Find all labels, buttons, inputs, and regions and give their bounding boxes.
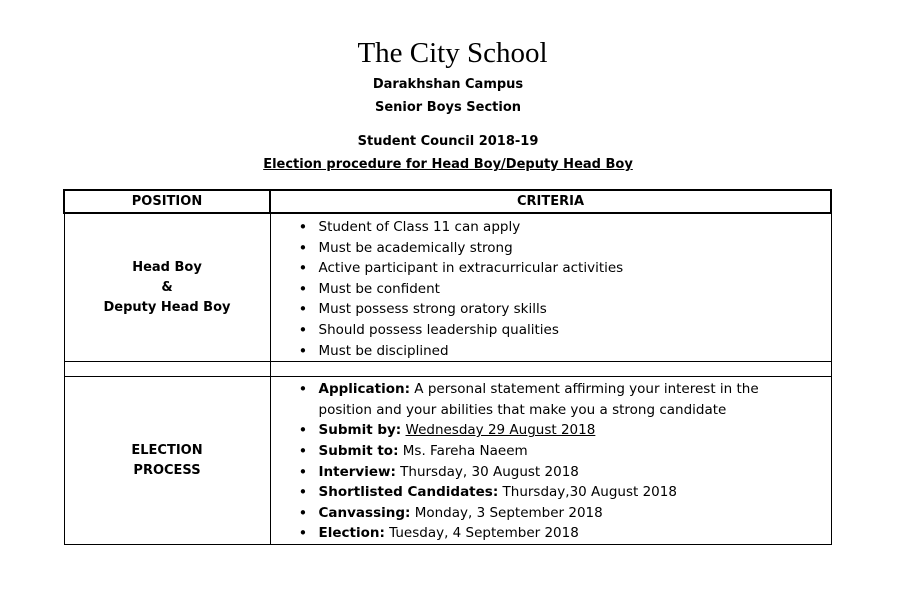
list-item: • Should possess leadership qualities — [319, 320, 831, 341]
list-item — [319, 462, 811, 483]
item-label: Submit by: — [318, 422, 402, 439]
list-item: • Student of Class 11 can apply — [319, 217, 831, 238]
item-label: Interview: — [318, 463, 396, 480]
list-item: • Must be confident — [319, 279, 831, 300]
election-table — [63, 189, 832, 545]
list-item — [319, 441, 811, 462]
list-item — [319, 523, 811, 544]
position-label: ELECTION — [131, 442, 203, 458]
list-item — [319, 503, 811, 524]
position-cell — [64, 377, 270, 545]
empty-cell — [64, 362, 270, 377]
item-value: Ms. Fareha Naeem — [398, 442, 528, 459]
council-title: Student Council 2018-19 — [357, 134, 539, 149]
campus-name: Darakhshan Campus — [372, 77, 524, 92]
process-list — [271, 379, 811, 544]
item-value: A personal statement affirming your interest in the position and your abilities that make you a strong candidate — [318, 381, 759, 418]
list-item: • Must be disciplined — [319, 341, 831, 362]
column-header-position: POSITION — [64, 190, 270, 213]
item-label: Election: — [318, 525, 385, 542]
item-label: Canvassing: — [318, 504, 411, 521]
position-cell — [64, 213, 270, 362]
table-row — [64, 213, 831, 362]
list-item: • Active participant in extracurricular activities — [319, 258, 831, 279]
table-row — [64, 377, 831, 545]
school-title: The City School — [357, 37, 548, 69]
empty-cell — [270, 362, 831, 377]
item-value: Tuesday, 4 September 2018 — [384, 525, 579, 542]
item-label: Submit to: — [318, 442, 399, 459]
position-label: Head Boy — [132, 259, 202, 275]
section-name: Senior Boys Section — [374, 100, 522, 115]
criteria-list — [271, 217, 831, 361]
item-value: Monday, 3 September 2018 — [410, 504, 603, 521]
process-cell — [270, 377, 831, 545]
table-header-row — [64, 190, 831, 213]
position-label: & — [161, 279, 173, 295]
criteria-cell — [270, 213, 831, 362]
item-value: Wednesday 29 August 2018 — [405, 422, 596, 439]
list-item: • Must possess strong oratory skills — [319, 299, 831, 320]
list-item — [319, 482, 811, 503]
document-subtitle: Election procedure for Head Boy/Deputy Head Boy — [263, 157, 633, 172]
position-label: Deputy Head Boy — [103, 299, 231, 315]
column-header-criteria: CRITERIA — [270, 190, 831, 213]
item-value: Thursday, 30 August 2018 — [395, 463, 579, 480]
item-label: Shortlisted Candidates: — [318, 484, 499, 501]
item-value: Thursday,30 August 2018 — [498, 484, 677, 501]
list-item: • Must be academically strong — [319, 238, 831, 259]
position-label: PROCESS — [133, 462, 201, 478]
item-label: Application: — [318, 381, 411, 398]
list-item — [319, 420, 811, 441]
list-item — [319, 379, 811, 420]
empty-row — [64, 362, 831, 377]
